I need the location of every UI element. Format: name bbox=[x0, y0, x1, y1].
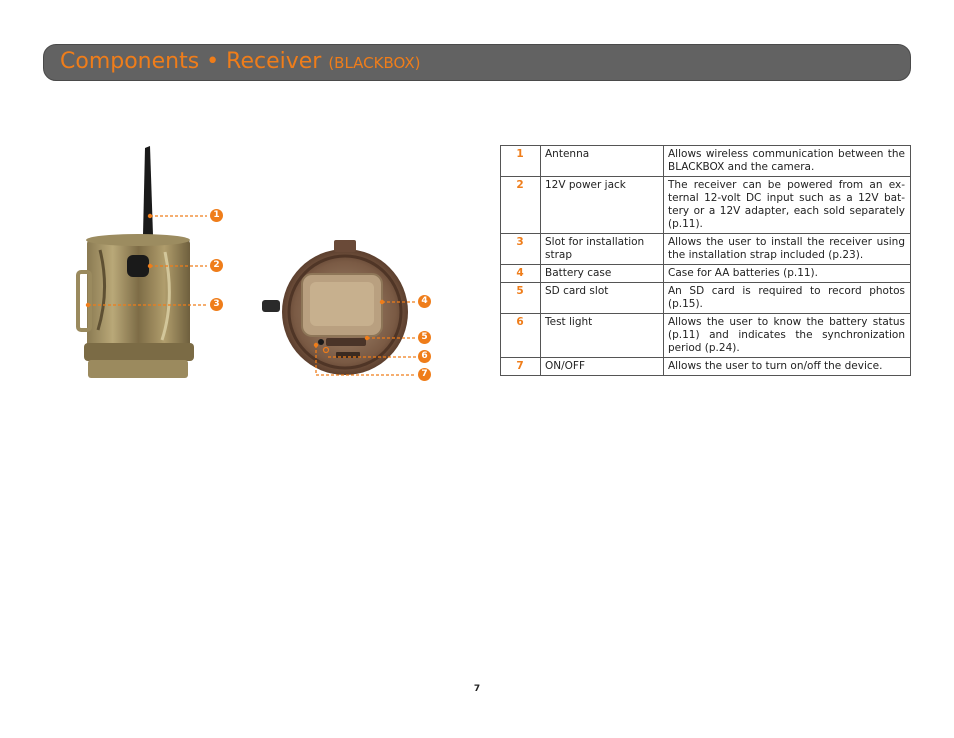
header-bar bbox=[43, 44, 911, 81]
component-name: ON/OFF bbox=[541, 358, 664, 376]
callout-3: 3 bbox=[210, 298, 223, 311]
table-row bbox=[501, 314, 911, 358]
component-description: Allows the user to install the receiver using the installation strap included (p.23). bbox=[664, 234, 911, 265]
callout-5: 5 bbox=[418, 331, 431, 344]
component-description: Allows the user to know the battery status (p.11) and indicates the synchronization period (p.24). bbox=[664, 314, 911, 358]
receiver-figure bbox=[70, 140, 450, 390]
receiver-bottom-view bbox=[262, 240, 408, 375]
component-description: Allows the user to turn on/off the device. bbox=[664, 358, 911, 376]
callout-6: 6 bbox=[418, 350, 431, 363]
receiver-side-view bbox=[78, 146, 194, 378]
table-row bbox=[501, 358, 911, 376]
component-number: 6 bbox=[501, 314, 541, 358]
component-number: 1 bbox=[501, 146, 541, 177]
component-name: Slot for installation strap bbox=[541, 234, 664, 265]
component-name: Battery case bbox=[541, 265, 664, 283]
component-description: An SD card is required to record photos (p.15). bbox=[664, 283, 911, 314]
callout-7: 7 bbox=[418, 368, 431, 381]
component-number: 5 bbox=[501, 283, 541, 314]
page-title-sub: (BLACKBOX) bbox=[328, 54, 421, 72]
callout-1: 1 bbox=[210, 209, 223, 222]
callout-2: 2 bbox=[210, 259, 223, 272]
receiver-illustration bbox=[70, 140, 450, 390]
page-title bbox=[60, 49, 420, 74]
component-name: Antenna bbox=[541, 146, 664, 177]
page-number: 7 bbox=[473, 684, 481, 694]
table-row bbox=[501, 265, 911, 283]
table-row bbox=[501, 146, 911, 177]
page-title-main: Components • Receiver bbox=[60, 49, 329, 74]
component-name: SD card slot bbox=[541, 283, 664, 314]
component-description: The receiver can be powered from an external 12-volt DC input such as a 12V battery or a 12V adapter, each sold separately (p.11). bbox=[664, 177, 911, 234]
component-number: 7 bbox=[501, 358, 541, 376]
components-table bbox=[500, 145, 911, 376]
table-row bbox=[501, 234, 911, 265]
component-number: 4 bbox=[501, 265, 541, 283]
component-number: 3 bbox=[501, 234, 541, 265]
component-description: Case for AA batteries (p.11). bbox=[664, 265, 911, 283]
component-name: Test light bbox=[541, 314, 664, 358]
component-description: Allows wireless communication between the BLACKBOX and the camera. bbox=[664, 146, 911, 177]
callout-4: 4 bbox=[418, 295, 431, 308]
component-number: 2 bbox=[501, 177, 541, 234]
component-name: 12V power jack bbox=[541, 177, 664, 234]
table-row bbox=[501, 283, 911, 314]
table-row bbox=[501, 177, 911, 234]
